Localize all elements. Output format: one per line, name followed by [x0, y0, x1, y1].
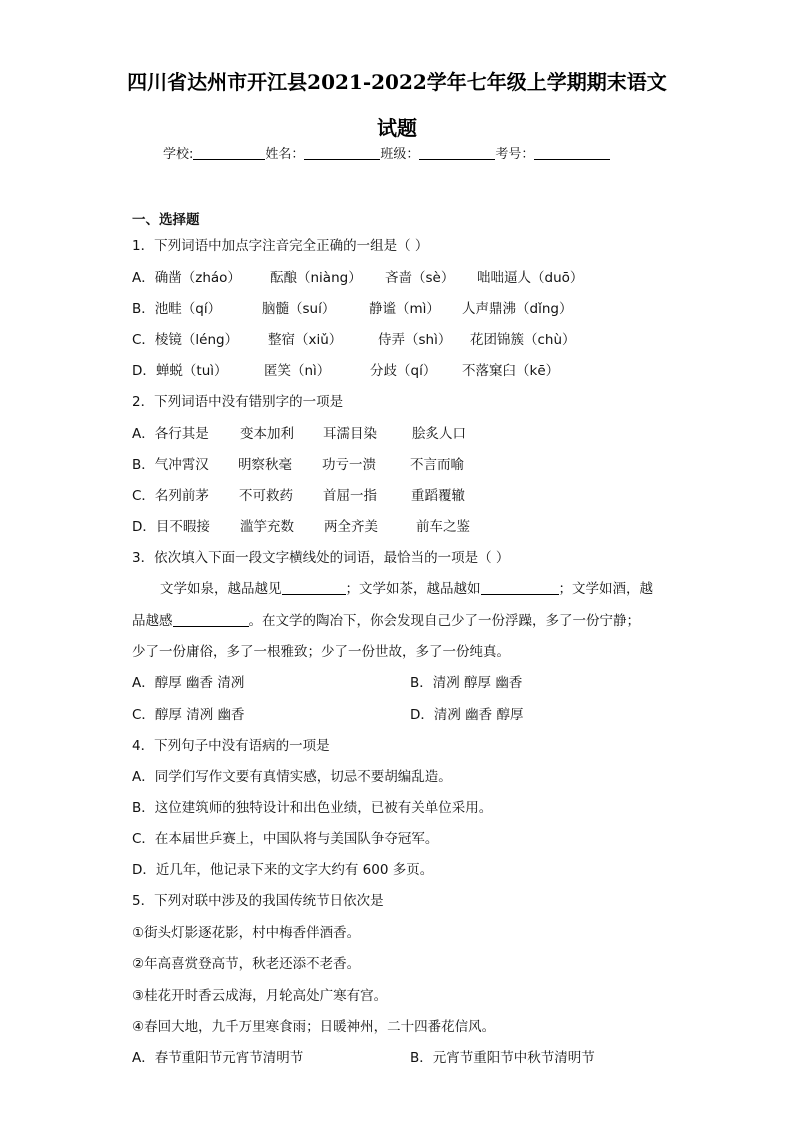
q4-option-d: D．近几年，他记录下来的文字大约有 600 多页。 — [132, 862, 434, 878]
question-2-stem: 2．下列词语中没有错别字的一项是 — [132, 394, 344, 410]
number-field[interactable] — [534, 146, 610, 160]
number-label: 考号： — [495, 147, 535, 162]
q3-passage-text: ；文学如酒，越 — [558, 581, 653, 597]
q2-option-a: A．各行其是 — [132, 426, 209, 442]
q1-option-b-word4: 人声鼎沸（dǐng） — [462, 301, 573, 317]
q1-option-a-word3: 吝啬（sè） — [385, 270, 455, 286]
q2-option-d: D．目不暇接 — [132, 519, 210, 535]
q2-option-d-word3: 两全齐美 — [324, 519, 378, 535]
q2-option-b-word2: 明察秋毫 — [238, 457, 292, 473]
q5-option-b: B．元宵节重阳节中秋节清明节 — [410, 1050, 595, 1066]
q2-option-b-word4: 不言而喻 — [410, 457, 464, 473]
q3-blank-1[interactable] — [282, 581, 346, 595]
q5-couplet-2: ②年高喜赏登高节，秋老还添不老香。 — [132, 956, 361, 972]
q3-option-d: D．清冽 幽香 醇厚 — [410, 707, 524, 723]
q1-option-a-word4: 咄咄逼人（duō） — [477, 270, 584, 286]
name-field[interactable] — [304, 146, 380, 160]
question-1-stem: 1．下列词语中加点字注音完全正确的一组是（ ） — [132, 238, 429, 254]
q2-option-c-word3: 首屈一指 — [323, 488, 377, 504]
section-heading: 一、选择题 — [132, 212, 200, 228]
q1-option-c-word3: 侍弄（shì） — [378, 332, 452, 348]
q1-option-c-word2: 整宿（xiǔ） — [268, 332, 343, 348]
q2-option-d-word2: 滥竽充数 — [240, 519, 294, 535]
school-field[interactable] — [193, 146, 265, 160]
name-label: 姓名： — [265, 147, 305, 162]
q2-option-d-word4: 前车之鉴 — [416, 519, 470, 535]
q3-option-b: B．清冽 醇厚 幽香 — [410, 675, 523, 691]
q1-option-d-word2: 匿笑（nì） — [264, 363, 331, 379]
q3-passage-line2 — [132, 609, 640, 629]
q1-option-d-word4: 不落窠臼（kē） — [462, 363, 560, 379]
q1-option-b-word2: 脑髓（suí） — [262, 301, 336, 317]
q1-option-b: B．池畦（qí） — [132, 301, 222, 317]
page-title: 四川省达州市开江县2021-2022学年七年级上学期期末语文 — [127, 70, 667, 94]
q2-option-b: B．气冲霄汉 — [132, 457, 209, 473]
q3-passage-line3: 少了一份庸俗，多了一根雅致；少了一份世故，多了一份纯真。 — [132, 644, 510, 660]
q3-blank-3[interactable] — [173, 613, 249, 627]
student-info-row — [163, 143, 610, 162]
q3-blank-2[interactable] — [481, 581, 559, 595]
q3-passage-text: 。在文学的陶冶下，你会发现自己少了一份浮躁，多了一份宁静； — [248, 613, 640, 629]
q3-option-c: C．醇厚 清冽 幽香 — [132, 707, 245, 723]
q1-option-d: D．蝉蜕（tuì） — [132, 363, 228, 379]
q4-option-b: B．这位建筑师的独特设计和出色业绩，已被有关单位采用。 — [132, 800, 493, 816]
q2-option-c: C．名列前茅 — [132, 488, 209, 504]
q1-option-c-word4: 花团锦簇（chù） — [470, 332, 576, 348]
question-3-stem: 3．依次填入下面一段文字横线处的词语，最恰当的一项是（ ） — [132, 550, 510, 566]
q5-couplet-3: ③桂花开时香云成海，月轮高处广寒有宫。 — [132, 988, 388, 1004]
q3-option-a: A．醇厚 幽香 清冽 — [132, 675, 245, 691]
q1-option-b-word3: 静谧（mì） — [369, 301, 440, 317]
q1-option-a: A．确凿（zháo） — [132, 270, 241, 286]
q3-passage-line1 — [160, 577, 653, 597]
q5-couplet-4: ④春回大地，九千万里寒食雨；日暖神州，二十四番花信风。 — [132, 1019, 496, 1035]
q4-option-a: A．同学们写作文要有真情实感，切忌不要胡编乱造。 — [132, 769, 452, 785]
q2-option-c-word4: 重蹈覆辙 — [411, 488, 465, 504]
q1-option-c: C．棱镜（léng） — [132, 332, 239, 348]
q2-option-a-word2: 变本加利 — [240, 426, 294, 442]
q1-option-a-word2: 酝酿（niàng） — [270, 270, 362, 286]
q1-option-d-word3: 分歧（qí） — [370, 363, 437, 379]
q5-option-a: A．春节重阳节元宵节清明节 — [132, 1050, 304, 1066]
q3-passage-text: ；文学如茶，越品越如 — [345, 581, 481, 597]
q4-option-c: C．在本届世乒赛上，中国队将与美国队争夺冠军。 — [132, 831, 439, 847]
q3-passage-text: 文学如泉，越品越见 — [160, 581, 282, 597]
school-label: 学校: — [163, 147, 194, 162]
class-field[interactable] — [419, 146, 495, 160]
q2-option-a-word4: 脍炙人口 — [412, 426, 466, 442]
q5-couplet-1: ①街头灯影逐花影，村中梅香伴酒香。 — [132, 925, 361, 941]
question-5-stem: 5．下列对联中涉及的我国传统节日依次是 — [132, 893, 384, 909]
page-title-line2: 试题 — [377, 116, 417, 140]
q3-passage-text: 品越感 — [132, 613, 173, 629]
q2-option-b-word3: 功亏一溃 — [322, 457, 376, 473]
q2-option-a-word3: 耳濡目染 — [323, 426, 377, 442]
q2-option-c-word2: 不可救药 — [239, 488, 293, 504]
question-4-stem: 4．下列句子中没有语病的一项是 — [132, 738, 330, 754]
class-label: 班级： — [380, 147, 420, 162]
